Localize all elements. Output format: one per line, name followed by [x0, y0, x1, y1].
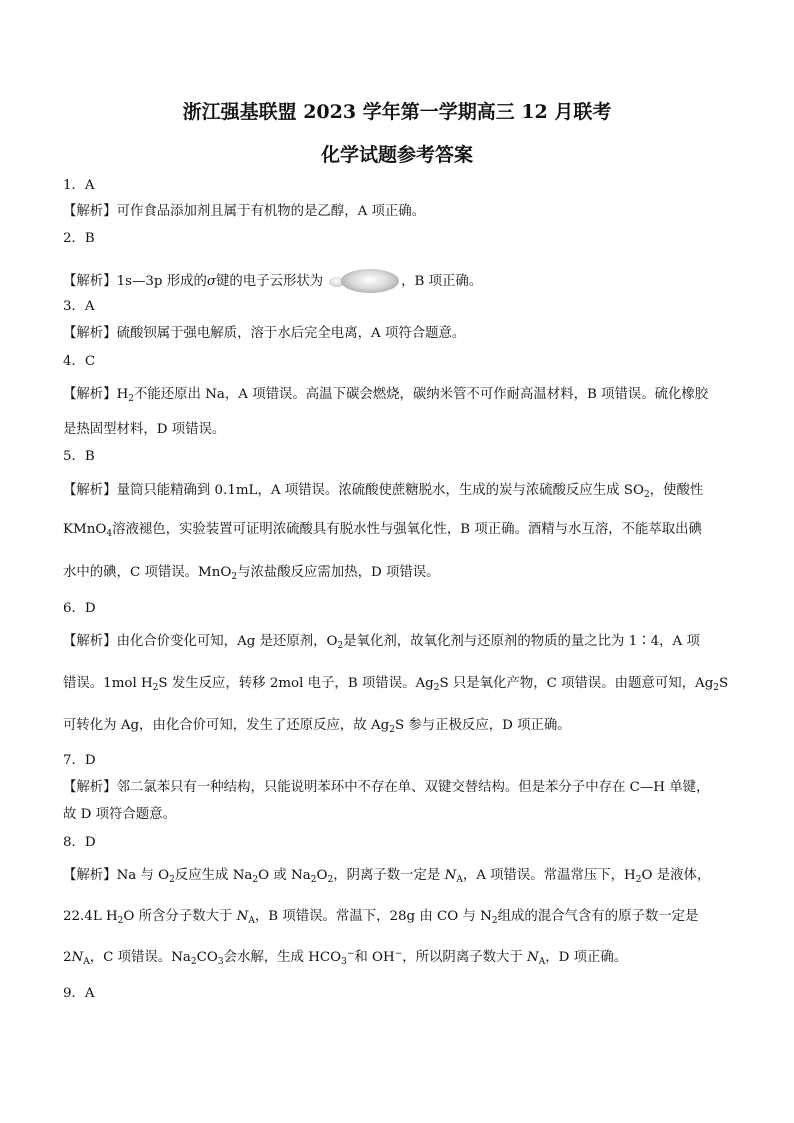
q7-analysis-cont: 故 D 项符合题意。 [63, 807, 176, 822]
analysis-tag: 【解析】 [63, 326, 117, 341]
q4-number: 4．C [63, 354, 96, 369]
analysis-tag: 【解析】 [63, 483, 117, 498]
analysis-tag: 【解析】 [63, 274, 117, 289]
q8-analysis: 【解析】Na 与 $O_2$反应生成 $Na_2O$ 或 $Na_2O_2$，阴离子数一定是 $N_A$，A 项错误。常温常压下，$H_2O$ 是液体， [63, 868, 711, 885]
q5-number: 5．B [63, 449, 95, 464]
page-title: 浙江强基联盟 2023 学年第一学期高三 12 月联考 [182, 101, 612, 123]
q1-analysis: 【解析】可作食品添加剂且属于有机物的是乙醇，A 项正确。 [63, 204, 426, 219]
q6-number: 6．D [63, 601, 96, 616]
q5-analysis-cont: KMnO$_4$溶液褪色，实验装置可证明浓硫酸具有脱水性与强氧化性，B 项正确。酒精与水互溶，不能萃取出碘 [63, 522, 702, 539]
q5-analysis-cont2: 水中的碘，C 项错误。MnO$_2$与浓盐酸反应需加热，D 项错误。 [63, 565, 440, 582]
analysis-tag: 【解析】 [63, 634, 117, 649]
analysis-tag: 【解析】 [63, 204, 117, 219]
analysis-tag: 【解析】 [63, 780, 117, 795]
q1-number: 1．A [63, 178, 95, 193]
q7-number: 7．D [63, 753, 96, 768]
q4-analysis: 【解析】$H_2$不能还原出 Na，A 项错误。高温下碳会燃烧，碳纳米管不可作耐高温材料，B 项错误。硫化橡胶 [63, 387, 709, 404]
q5-analysis: 【解析】量筒只能精确到 0.1mL，A 项错误。浓硫酸使蔗糖脱水，生成的炭与浓硫酸反应生成 $SO_2$，使酸性 [63, 483, 704, 500]
sigma-bond-electron-cloud-image [325, 268, 399, 294]
q3-analysis: 【解析】硫酸钡属于强电解质，溶于水后完全电离，A 项符合题意。 [63, 326, 466, 341]
q2-analysis: 【解析】1s—3p 形成的σ键的电子云形状为 ，B 项正确。 [63, 268, 482, 294]
analysis-tag: 【解析】 [63, 868, 117, 883]
q7-analysis: 【解析】邻二氯苯只有一种结构，只能说明苯环中不存在单、双键交替结构。但是苯分子中存在 C—H 单键， [63, 780, 710, 795]
q8-analysis-cont: 22.4L $H_2O$ 所含分子数大于 $N_A$，B 项错误。常温下，28g 由 CO 与 $N_2$组成的混合气含有的原子数一定是 [63, 909, 699, 926]
page-subtitle: 化学试题参考答案 [320, 144, 473, 166]
q6-analysis-cont: 错误。1mol $H_2S$ 发生反应，转移 2mol 电子，B 项错误。$Ag_2S$ 只是氧化产物，C 项错误。由题意可知，$Ag_2S$ [63, 676, 729, 693]
analysis-tag: 【解析】 [63, 387, 117, 402]
q4-analysis-cont: 是热固型材料，D 项错误。 [63, 422, 226, 437]
q2-number: 2．B [63, 231, 95, 246]
q9-number: 9．A [63, 986, 95, 1001]
q6-analysis-cont2: 可转化为 Ag，由化合价可知，发生了还原反应，故 $Ag_2S$ 参与正极反应，D 项正确。 [63, 718, 571, 735]
q8-number: 8．D [63, 835, 96, 850]
q8-analysis-cont2: $2N_A$，C 项错误。$Na_2CO_3$会水解，生成 $HCO_3^-$和 OH−，所以阴离子数大于 $N_A$，D 项正确。 [63, 949, 628, 967]
q3-number: 3．A [63, 299, 95, 314]
q6-analysis: 【解析】由化合价变化可知，Ag 是还原剂，$O_2$是氧化剂，故氧化剂与还原剂的物质的量之比为 1∶4，A 项 [63, 634, 700, 651]
